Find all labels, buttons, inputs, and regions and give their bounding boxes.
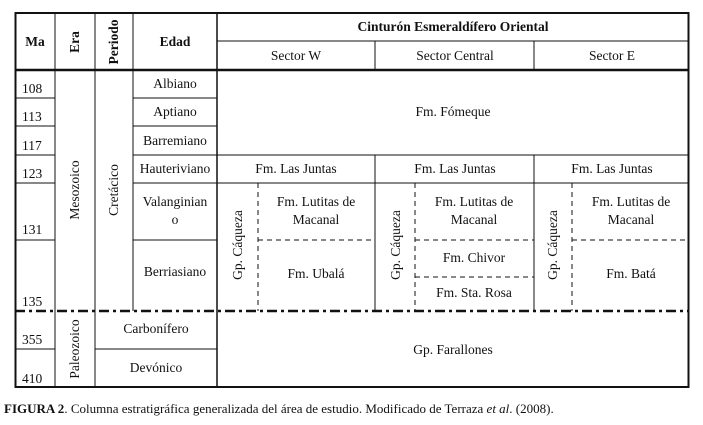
header-ma: Ma bbox=[25, 34, 45, 49]
group-caqueza-w: Gp. Cáqueza bbox=[230, 210, 245, 280]
age-aptiano: Aptiano bbox=[153, 104, 197, 119]
formation-las-juntas-e: Fm. Las Juntas bbox=[571, 161, 653, 176]
ma-value: 410 bbox=[22, 371, 43, 386]
age-barremiano: Barremiano bbox=[143, 133, 207, 148]
formation-bata: Fm. Batá bbox=[606, 266, 656, 281]
group-caqueza-central: Gp. Cáqueza bbox=[388, 210, 403, 280]
era-mesozoico: Mesozoico bbox=[67, 160, 82, 220]
formation-lutitas-macanal-central: Fm. Lutitas de Macanal bbox=[434, 194, 514, 227]
ma-value: 117 bbox=[22, 138, 42, 153]
age-devonico: Devónico bbox=[129, 360, 183, 375]
age-valanginiano: Valanginian o bbox=[142, 194, 208, 227]
formation-lutitas-macanal-e: Fm. Lutitas de Macanal bbox=[591, 194, 671, 227]
formation-las-juntas-w: Fm. Las Juntas bbox=[255, 161, 337, 176]
era-paleozoico: Paleozoico bbox=[67, 319, 82, 379]
header-sector-e: Sector E bbox=[588, 48, 636, 63]
header-periodo: Periodo bbox=[106, 19, 121, 65]
periodo-cretacico: Cretácico bbox=[106, 164, 121, 216]
formation-farallones: Gp. Farallones bbox=[413, 342, 493, 357]
formation-chivor: Fm. Chivor bbox=[442, 250, 506, 265]
caption-etal: et al bbox=[486, 401, 510, 416]
header-belt: Cinturón Esmeraldífero Oriental bbox=[357, 19, 549, 34]
ma-value: 108 bbox=[22, 81, 43, 96]
formation-ubala: Fm. Ubalá bbox=[287, 266, 345, 281]
formation-lutitas-macanal-w: Fm. Lutitas de Macanal bbox=[276, 194, 356, 227]
age-albiano: Albiano bbox=[153, 76, 197, 91]
ma-value: 131 bbox=[22, 222, 43, 237]
ma-value: 135 bbox=[22, 294, 43, 309]
header-sector-w: Sector W bbox=[270, 48, 322, 63]
age-carbonifero: Carbonífero bbox=[123, 321, 189, 336]
ma-value: 113 bbox=[22, 109, 42, 124]
age-berriasiano: Berriasiano bbox=[143, 264, 207, 279]
formation-sta-rosa: Fm. Sta. Rosa bbox=[436, 285, 512, 300]
ma-value: 355 bbox=[22, 332, 43, 347]
caption-label: FIGURA 2 bbox=[4, 401, 65, 416]
header-edad: Edad bbox=[159, 34, 191, 49]
header-era: Era bbox=[67, 31, 82, 53]
header-sector-central: Sector Central bbox=[416, 48, 494, 63]
group-caqueza-e: Gp. Cáqueza bbox=[545, 210, 560, 280]
figure-caption bbox=[4, 401, 554, 417]
caption-year: . (2008). bbox=[509, 401, 554, 416]
formation-fomeque: Fm. Fómeque bbox=[415, 104, 491, 119]
caption-text: . Columna estratigráfica generalizada del área de estudio. Modificado de Terraza bbox=[64, 401, 487, 416]
ma-value: 123 bbox=[22, 166, 43, 181]
age-hauteriviano: Hauteriviano bbox=[139, 161, 211, 176]
formation-las-juntas-central: Fm. Las Juntas bbox=[414, 161, 496, 176]
